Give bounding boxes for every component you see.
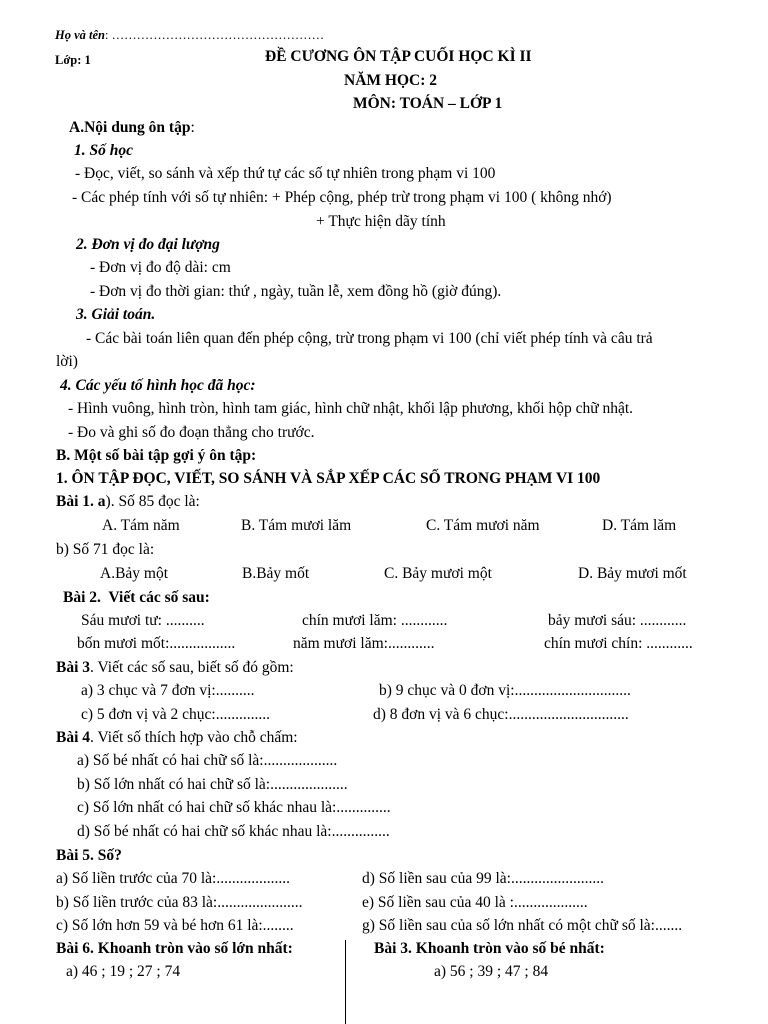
bai4-b: b) Số lớn nhất có hai chữ số là:.................... [77,776,348,793]
bai3-a: a) 3 chục và 7 đơn vị:.......... [81,682,255,699]
bai5-c: c) Số lớn hơn 59 và bé hơn 61 là:........ [56,917,294,934]
bai6-a: a) 46 ; 19 ; 27 ; 74 [66,963,181,980]
bai4-a: a) Số bé nhất có hai chữ số là:................... [77,752,338,769]
s3-line1: - Các bài toán liên quan đến phép cộng, trừ trong phạm vi 100 (chỉ viết phép tính và câu trả [86,330,653,347]
bai3-question: Bài 3. Viết các số sau, biết số đó gồm: [56,659,294,676]
bai4-question: Bài 4. Viết số thích hợp vào chỗ chấm: [56,729,298,746]
bai2-r2-c2: năm mươi lăm:............ [293,635,435,652]
s3-line2: lời) [56,353,78,370]
bai4-c: c) Số lớn nhất có hai chữ số khác nhau là:.............. [77,799,391,816]
s2-line2: - Đơn vị đo thời gian: thứ , ngày, tuần lễ, xem đồng hồ (giờ đúng). [90,283,502,300]
column-divider [345,940,346,1024]
bai1-b-option-a: A.Bảy một [100,565,169,582]
bai3-d: d) 8 đơn vị và 6 chục:............................... [373,706,629,723]
bai1-a-option-c: C. Tám mươi năm [426,517,540,534]
bai1-label: Bài 1. a [56,493,106,510]
s1-line3: + Thực hiện dãy tính [316,213,446,230]
bai5-label: Bài 5. Số? [56,847,122,864]
s2-line1: - Đơn vị đo độ dài: cm [90,259,231,276]
name-line [55,25,324,45]
subject-title: MÔN: TOÁN – LỚP 1 [353,95,503,112]
s4-title: 4. Các yếu tố hình học đã học: [60,377,256,394]
bai1-a-option-d: D. Tám lăm [602,517,677,534]
school-year: NĂM HỌC: 2 [344,72,437,89]
bai1-b-option-d: D. Bảy mươi mốt [578,565,687,582]
bai5-g: g) Số liền sau của số lớn nhất có một chữ số là:....... [362,917,683,934]
class-label: Lớp: 1 [55,53,91,67]
bai2-r1-c3: bảy mươi sáu: ............ [548,612,687,629]
s4-line1: - Hình vuông, hình tròn, hình tam giác, hình chữ nhật, khối lập phương, khối hộp chữ nhật. [68,400,634,417]
bai5-d: d) Số liền sau của 99 là:........................ [362,870,604,887]
s3-title: 3. Giải toán. [76,306,156,323]
name-label: Họ và tên [55,28,105,42]
bai2-r1-c1: Sáu mươi tư: .......... [81,612,205,629]
bai3-c: c) 5 đơn vị và 2 chục:.............. [81,706,270,723]
bai1-b-option-b: B.Bảy mốt [242,565,310,582]
bai3b-a: a) 56 ; 39 ; 47 ; 84 [434,963,549,980]
bai2-r2-c1: bốn mươi mốt:................. [77,635,236,652]
bai4-d: d) Số bé nhất có hai chữ số khác nhau là:............... [77,823,390,840]
bai1-question: Bài 1. a). Số 85 đọc là: [56,493,200,510]
bai5-a: a) Số liền trước của 70 là:................... [56,870,290,887]
s1-line2: - Các phép tính với số tự nhiên: + Phép cộng, phép trừ trong phạm vi 100 ( không nhớ) [72,189,612,206]
part1-heading: 1. ÔN TẬP ĐỌC, VIẾT, SO SÁNH VÀ SẮP XẾP CÁC SỐ TRONG PHẠM VI 100 [56,470,601,487]
s1-title: 1. Số học [74,142,133,159]
bai2-r1-c2: chín mươi lăm: ............ [302,612,448,629]
bai2-label: Bài 2. [63,589,101,606]
bai5-b: b) Số liền trước của 83 là:...................... [56,894,303,911]
document-title: ĐỀ CƯƠNG ÔN TẬP CUỐI HỌC KÌ II [265,48,532,65]
bai5-e: e) Số liền sau của 40 là :................... [362,894,588,911]
bai3-b: b) 9 chục và 0 đơn vị:.............................. [379,682,631,699]
bai2-r2-c3: chín mươi chín: ............ [544,635,693,652]
section-a-heading: A.Nội dung ôn tập: [69,119,195,136]
name-dots: : …………………………………………… [105,28,325,42]
section-b-heading: B. Một số bài tập gợi ý ôn tập: [56,447,257,464]
bai1-b-option-c: C. Bảy mươi một [384,565,492,582]
bai4-label: Bài 4 [56,729,91,746]
bai1-a-option-b: B. Tám mươi lăm [241,517,352,534]
s1-line1: - Đọc, viết, so sánh và xếp thứ tự các số tự nhiên trong phạm vi 100 [75,165,496,182]
s4-line2: - Đo và ghi số đo đoạn thẳng cho trước. [68,424,315,441]
bai6-label: Bài 6. Khoanh tròn vào số lớn nhất: [56,940,293,957]
bai1-a-option-a: A. Tám năm [102,517,180,534]
s2-title: 2. Đơn vị đo đại lượng [76,236,220,253]
bai1-b-question: b) Số 71 đọc là: [56,541,155,558]
bai2-question: Bài 2. Viết các số sau: [63,589,210,606]
bai3b-label: Bài 3. Khoanh tròn vào số bé nhất: [374,940,605,957]
bai3-label: Bài 3 [56,659,91,676]
